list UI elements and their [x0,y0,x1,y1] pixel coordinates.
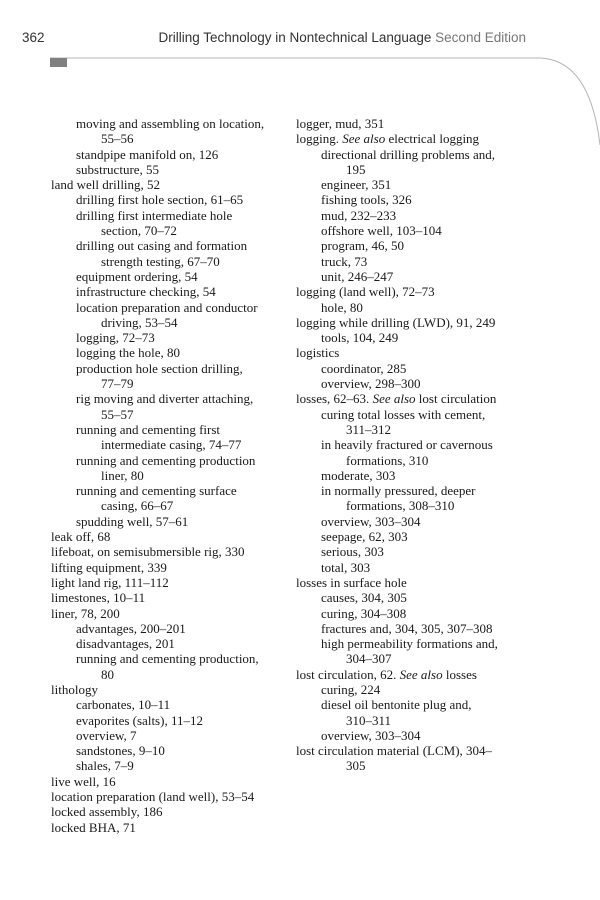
see-also-reference: See also [342,131,386,147]
entry-text: in normally pressured, deeper [321,483,476,499]
index-subentry [296,300,536,315]
index-subentry [51,192,291,207]
entry-text: light land rig, 111–112 [51,574,169,590]
entry-text: moving and assembling on location, [76,116,265,131]
entry-text: directional drilling problems and, [321,146,496,162]
entry-text: drilling first hole section, 61–65 [76,192,244,208]
index-subentry [51,728,291,743]
index-subentry [296,147,536,162]
index-entry [51,544,291,559]
entry-text: formations, 310 [346,452,429,468]
entry-text: curing, 224 [321,681,381,697]
entry-text: live well, 16 [51,773,116,789]
index-subentry [51,116,291,131]
index-entry-continuation [51,131,291,146]
index-subentry [296,223,536,238]
index-subentry [51,483,291,498]
index-subentry [51,636,291,651]
index-entry-continuation [296,422,536,437]
index-subentry [51,391,291,406]
index-entry [51,590,291,605]
index-entry [296,575,536,590]
entry-text: 77–79 [101,376,134,392]
entry-text: curing total losses with cement, [321,406,486,422]
index-entry-continuation [296,713,536,728]
entry-text: fractures and, 304, 305, 307–308 [321,620,493,636]
index-subentry [296,208,536,223]
index-entry-continuation [51,667,291,682]
entry-text: 55–56 [101,131,134,147]
index-subentry [51,651,291,666]
index-entry [296,345,536,360]
entry-text: coordinator, 285 [321,360,407,376]
entry-text: in heavily fractured or cavernous [321,437,493,453]
entry-text: losses in surface hole [296,574,407,590]
entry-text: logging. [296,131,343,147]
entry-text: land well drilling, 52 [51,177,161,193]
index-subentry [296,560,536,575]
index-entry-continuation [51,498,291,513]
entry-text: program, 46, 50 [321,238,405,254]
entry-text: hole, 80 [321,299,363,315]
entry-text: location preparation and conductor [76,299,258,315]
entry-text: infrastructure checking, 54 [76,284,216,300]
entry-text: seepage, 62, 303 [321,529,408,545]
index-subentry [296,544,536,559]
entry-text: curing, 304–308 [321,605,407,621]
index-entry [296,391,536,406]
index-entry [51,529,291,544]
index-subentry [51,361,291,376]
index-entry-continuation [51,315,291,330]
entry-text: 305 [346,758,366,774]
index-subentry [51,621,291,636]
index-subentry [296,697,536,712]
entry-text: 195 [346,161,366,177]
index-entry-continuation [51,468,291,483]
index-subentry [296,590,536,605]
index-subentry [51,697,291,712]
entry-text: carbonates, 10–11 [76,697,171,713]
index-subentry [296,468,536,483]
index-subentry [51,284,291,299]
index-subentry [51,208,291,223]
entry-text: equipment ordering, 54 [76,268,198,284]
entry-text: disadvantages, 201 [76,636,175,652]
index-entry [51,177,291,192]
entry-text: advantages, 200–201 [76,620,186,636]
entry-text: logging (land well), 72–73 [296,284,435,300]
index-column-left [51,116,291,835]
index-entry [51,820,291,835]
entry-text: locked BHA, 71 [51,819,136,835]
index-subentry [296,529,536,544]
index-subentry [296,269,536,284]
index-subentry [51,713,291,728]
entry-text: running and cementing production, [76,651,259,667]
index-entry-continuation [296,453,536,468]
index-subentry [296,514,536,529]
entry-text: rig moving and diverter attaching, [76,391,254,407]
index-entry [296,284,536,299]
entry-text: liner, 80 [101,467,144,483]
entry-text: logging, 72–73 [76,330,155,346]
book-title: Drilling Technology in Nontechnical Language [158,30,432,45]
see-also-reference: See also [372,391,416,407]
index-subentry [51,743,291,758]
index-subentry [296,483,536,498]
entry-text: production hole section drilling, [76,360,243,376]
index-subentry [51,238,291,253]
entry-text: unit, 246–247 [321,268,394,284]
entry-text: formations, 308–310 [346,498,455,514]
entry-text: overview, 7 [76,727,137,743]
index-subentry [51,758,291,773]
entry-text: causes, 304, 305 [321,590,407,606]
entry-text: running and cementing production [76,452,256,468]
entry-text: standpipe manifold on, 126 [76,146,219,162]
entry-text: strength testing, 67–70 [101,253,220,269]
index-entry [51,804,291,819]
entry-text: lithology [51,681,98,697]
entry-text: lost circulation, 62. [296,666,400,682]
entry-text: logging while drilling (LWD), 91, 249 [296,314,496,330]
entry-text: drilling out casing and formation [76,238,248,254]
index-entry [296,667,536,682]
entry-text: logger, mud, 351 [296,116,385,131]
index-entry-continuation [51,437,291,452]
entry-text: casing, 66–67 [101,498,174,514]
entry-text: serious, 303 [321,544,384,560]
index-subentry [296,437,536,452]
see-also-target: losses [442,666,477,682]
see-also-target: electrical logging [385,131,480,147]
entry-text: limestones, 10–11 [51,590,146,606]
entry-text: locked assembly, 186 [51,804,163,820]
page-number: 362 [22,30,45,45]
see-also-target: lost circulation [415,391,497,407]
entry-text: fishing tools, 326 [321,192,412,208]
entry-text: lifting equipment, 339 [51,559,167,575]
entry-text: overview, 303–304 [321,727,421,743]
edition-label: Second Edition [435,30,526,45]
entry-text: overview, 298–300 [321,376,421,392]
index-entry-continuation [51,223,291,238]
index-entry [51,606,291,621]
index-subentry [51,422,291,437]
entry-text: leak off, 68 [51,529,111,545]
entry-text: running and cementing surface [76,483,237,499]
index-entry-continuation [51,376,291,391]
entry-text: offshore well, 103–104 [321,223,442,239]
index-subentry [296,238,536,253]
header-rule-block [50,58,67,67]
index-subentry [296,376,536,391]
index-subentry [296,636,536,651]
index-subentry [51,147,291,162]
entry-text: total, 303 [321,559,371,575]
entry-text: diesel oil bentonite plug and, [321,697,472,713]
entry-text: sandstones, 9–10 [76,743,165,759]
entry-text: 310–311 [346,712,392,728]
index-entry-continuation [296,162,536,177]
index-entry-continuation [51,407,291,422]
index-subentry [296,177,536,192]
entry-text: engineer, 351 [321,177,392,193]
entry-text: losses, 62–63. [296,391,373,407]
index-subentry [296,361,536,376]
entry-text: liner, 78, 200 [51,605,120,621]
entry-text: shales, 7–9 [76,758,134,774]
index-column-right [296,116,536,774]
index-subentry [51,269,291,284]
entry-text: logging the hole, 80 [76,345,180,361]
entry-text: tools, 104, 249 [321,330,399,346]
entry-text: mud, 232–233 [321,207,397,223]
index-subentry [296,254,536,269]
entry-text: substructure, 55 [76,161,160,177]
entry-text: drilling first intermediate hole [76,207,233,223]
entry-text: section, 70–72 [101,223,177,239]
entry-text: moderate, 303 [321,467,396,483]
index-entry [296,116,536,131]
index-entry [296,131,536,146]
entry-text: driving, 53–54 [101,314,178,330]
index-entry-continuation [296,758,536,773]
entry-text: logistics [296,345,340,361]
index-subentry [51,345,291,360]
entry-text: truck, 73 [321,253,368,269]
index-entry [51,575,291,590]
index-entry [296,743,536,758]
entry-text: overview, 303–304 [321,513,421,529]
entry-text: high permeability formations and, [321,636,498,652]
entry-text: spudding well, 57–61 [76,513,189,529]
index-subentry [51,330,291,345]
index-entry [51,789,291,804]
entry-text: 304–307 [346,651,392,667]
index-entry [51,682,291,697]
entry-text: 55–57 [101,406,134,422]
index-entry-continuation [296,498,536,513]
index-subentry [296,682,536,697]
entry-text: lifeboat, on semisubmersible rig, 330 [51,544,245,560]
index-entry [51,774,291,789]
index-subentry [51,300,291,315]
index-subentry [296,192,536,207]
index-entry-continuation [51,254,291,269]
index-subentry [296,621,536,636]
index-subentry [296,407,536,422]
entry-text: running and cementing first [76,421,221,437]
entry-text: lost circulation material (LCM), 304– [296,743,493,759]
index-subentry [296,728,536,743]
entry-text: 311–312 [346,421,392,437]
index-subentry [51,453,291,468]
entry-text: intermediate casing, 74–77 [101,437,242,453]
index-subentry [296,606,536,621]
index-entry [296,315,536,330]
index-entry-continuation [296,651,536,666]
entry-text: location preparation (land well), 53–54 [51,789,255,805]
entry-text: evaporites (salts), 11–12 [76,712,203,728]
entry-text: 80 [101,666,114,682]
index-subentry [296,330,536,345]
index-subentry [51,514,291,529]
index-entry [51,560,291,575]
see-also-reference: See also [399,666,443,682]
index-subentry [51,162,291,177]
